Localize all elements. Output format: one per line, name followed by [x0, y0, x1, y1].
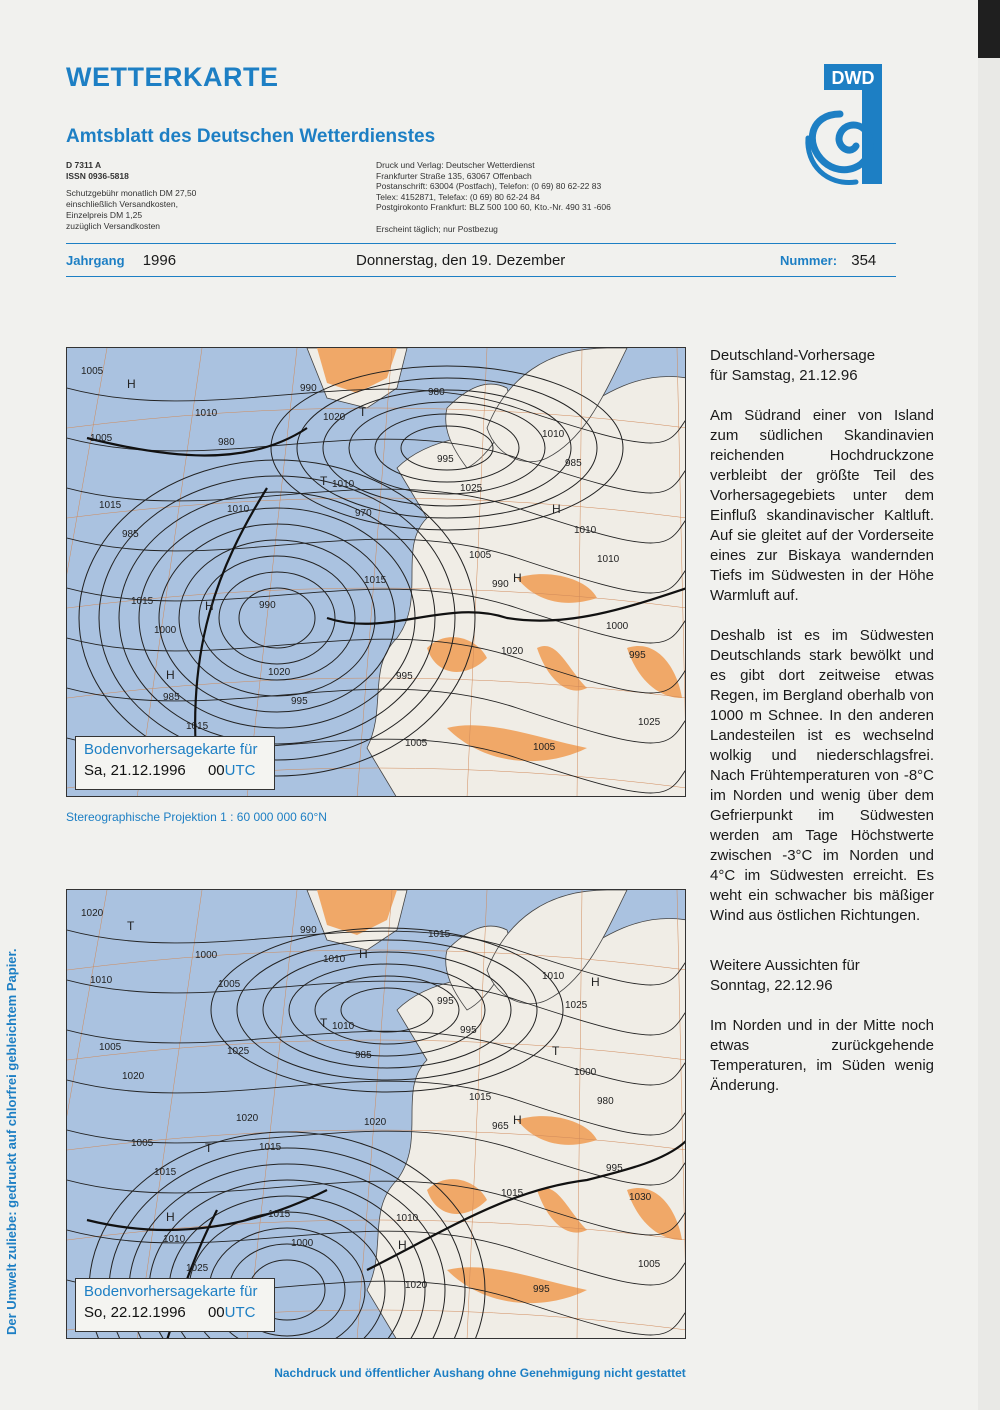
pressure-label: 1025: [186, 1263, 209, 1274]
weather-map-svg: [67, 348, 686, 797]
pressure-label: 985: [355, 1050, 372, 1061]
map-caption-title: Bodenvorhersagekarte für: [84, 741, 258, 758]
pressure-label: 1020: [81, 908, 104, 919]
low-pressure-marker: T: [127, 919, 135, 933]
pressure-label: 1015: [428, 929, 451, 940]
map-caption-date: [84, 762, 266, 779]
pressure-label: 965: [492, 1121, 509, 1132]
header-divider: [66, 276, 896, 277]
forecast-map-saturday: [66, 347, 686, 797]
high-pressure-marker: H: [513, 1113, 522, 1127]
pressure-label: 1010: [332, 1021, 355, 1032]
reprint-notice: Nachdruck und öffentlicher Aushang ohne Genehmigung nicht gestattet: [274, 1366, 686, 1380]
pressure-label: 995: [533, 1284, 550, 1295]
high-pressure-marker: H: [127, 377, 136, 391]
number-label: Nummer:: [780, 253, 838, 268]
environment-note: Der Umwelt zuliebe: gedruckt auf chlorfrei gebleichtem Papier.: [4, 948, 19, 1335]
pressure-label: 1015: [469, 1092, 492, 1103]
pressure-label: 1015: [268, 1209, 291, 1220]
dwd-logo: [802, 64, 884, 188]
swirl-icon: [812, 114, 870, 170]
publisher-line: Druck und Verlag: Deutscher Wetterdienst: [376, 160, 535, 170]
pressure-label: 1005: [638, 1259, 661, 1270]
isobar: [219, 572, 335, 664]
high-pressure-marker: H: [166, 668, 175, 682]
low-pressure-marker: T: [359, 405, 367, 419]
pressure-label: 990: [300, 383, 317, 394]
pressure-label: 1005: [90, 433, 113, 444]
pressure-label: 995: [396, 671, 413, 682]
pressure-label: 985: [565, 458, 582, 469]
publication-subtitle: Amtsblatt des Deutschen Wetterdienstes: [66, 126, 436, 147]
pressure-label: 995: [291, 696, 308, 707]
pressure-label: 1015: [131, 596, 154, 607]
map-caption: [75, 1278, 275, 1332]
issn: ISSN 0936-5818: [66, 171, 129, 181]
weather-map-svg: [67, 890, 686, 1339]
pressure-label: 1015: [364, 575, 387, 586]
pressure-label: 1015: [186, 721, 209, 732]
pressure-label: 995: [460, 1025, 477, 1036]
pressure-label: 995: [606, 1163, 623, 1174]
pressure-label: 990: [300, 925, 317, 936]
publisher-info: [376, 160, 611, 234]
pressure-label: 990: [492, 579, 509, 590]
pressure-label: 1015: [154, 1167, 177, 1178]
high-pressure-marker: H: [205, 599, 214, 613]
schedule-note: Erscheint täglich; nur Postbezug: [376, 223, 498, 234]
pressure-label: 1020: [236, 1113, 259, 1124]
publication-ids: [66, 160, 196, 232]
pressure-label: 1005: [533, 742, 556, 753]
map-utc: UTC: [224, 1304, 256, 1321]
map-date: Sa, 21.12.1996: [84, 762, 186, 779]
year-value: 1996: [142, 252, 177, 269]
high-pressure-marker: H: [591, 975, 600, 989]
isobar: [239, 588, 315, 648]
pressure-label: 1000: [291, 1238, 314, 1249]
scan-edge-paper: [978, 58, 1000, 1410]
pressure-label: 1010: [396, 1213, 419, 1224]
pressure-label: 1010: [574, 525, 597, 536]
pressure-label: 1010: [542, 971, 565, 982]
issue-date: Donnerstag, den 19. Dezember: [356, 252, 566, 269]
pressure-label: 1015: [259, 1142, 282, 1153]
map-caption-title: Bodenvorhersagekarte für: [84, 1283, 258, 1300]
fee-line: zuzüglich Versandkosten: [66, 221, 161, 231]
pressure-label: 1010: [227, 504, 250, 515]
map-hour: 00: [207, 762, 225, 779]
header-divider: [66, 243, 896, 244]
number-field: [780, 252, 876, 276]
publication-title: WETTERKARTE: [66, 62, 279, 92]
pressure-label: 995: [437, 454, 454, 465]
forecast-paragraph: Deshalb ist es im Südwesten Deutschlands stark bewölkt und es gibt dort zeitweise etwas Regen, im Bergland oberhalb von 1000 m Schnee. In den anderen Landesteilen ist es wechselnd wolkig und niederschlagsfrei. Nach Frühtemperaturen von -8°C im Norden und wenig über dem Gefrierpunkt im Südwesten werden am Tage Höchstwerte zwischen -3°C im Norden und 4°C im Südwesten erreicht. Es weht ein schwacher bis mäßiger Wind aus östlichen Richtungen.: [710, 627, 934, 924]
pressure-label: 1000: [606, 621, 629, 632]
pressure-label: 1025: [565, 1000, 588, 1011]
pressure-label: 1010: [90, 975, 113, 986]
meridian-line: [67, 890, 107, 1339]
pressure-label: 970: [355, 508, 372, 519]
forecast-map-sunday: [66, 889, 686, 1339]
pressure-label: 980: [597, 1096, 614, 1107]
fee-line: Schutzgebühr monatlich DM 27,50: [66, 188, 197, 198]
pressure-label: 1020: [268, 667, 291, 678]
isobar: [159, 524, 395, 712]
pressure-label: 1005: [405, 738, 428, 749]
forecast-heading-date: für Samstag, 21.12.96: [710, 367, 858, 384]
pressure-label: 1025: [227, 1046, 250, 1057]
pressure-label: 1020: [122, 1071, 145, 1082]
pressure-label: 1010: [195, 408, 218, 419]
pressure-label: 985: [163, 692, 180, 703]
pressure-label: 1005: [218, 979, 241, 990]
pressure-label: 995: [437, 996, 454, 1007]
high-pressure-marker: H: [552, 502, 561, 516]
high-pressure-marker: H: [359, 947, 368, 961]
outlook-heading-date: Sonntag, 22.12.96: [710, 977, 833, 994]
pressure-label: 1025: [638, 717, 661, 728]
publisher-line: Postanschrift: 63004 (Postfach), Telefon: (0 69) 80 62-22 83: [376, 181, 602, 191]
map-date: So, 22.12.1996: [84, 1304, 186, 1321]
high-pressure-marker: H: [166, 1210, 175, 1224]
pressure-label: 1020: [405, 1280, 428, 1291]
outlook-paragraph: Im Norden und in der Mitte noch etwas zurückgehende Temperaturen, im Süden wenig Änderung.: [710, 1017, 934, 1094]
pressure-label: 1005: [81, 366, 104, 377]
year-label: Jahrgang: [66, 253, 125, 268]
pressure-label: 1005: [99, 1042, 122, 1053]
pressure-label: 1000: [574, 1067, 597, 1078]
forecast-paragraph: Am Südrand einer von Island zum südlichen Skandinavien reichenden Hochdruckzone verbleibt der größte Teil des Vorhersagegebiets unter dem Einfluß skandinavischer Kaltluft. Auf sie gleitet auf der Vorderseite eines zur Biskaya wandernden Tiefs im Südwesten in der Höhe Warmluft auf.: [710, 407, 934, 604]
publisher-line: Telex: 4152871, Telefax: (0 69) 80 62-24 84: [376, 191, 540, 202]
pressure-label: 990: [259, 600, 276, 611]
forecast-column: [710, 346, 934, 1116]
pressure-label: 1020: [364, 1117, 387, 1128]
publisher-line: Frankfurter Straße 135, 63067 Offenbach: [376, 170, 532, 181]
map-utc: UTC: [224, 762, 256, 779]
pressure-label: 1010: [323, 954, 346, 965]
pressure-label: 1030: [629, 1192, 652, 1203]
low-pressure-marker: T: [205, 1141, 213, 1155]
pressure-label: 1015: [99, 500, 122, 511]
isobar: [139, 508, 415, 728]
publication-code: D 7311 A: [66, 160, 102, 170]
forecast-heading: Deutschland-Vorhersage: [710, 347, 876, 364]
high-pressure-marker: H: [513, 571, 522, 585]
pressure-label: 980: [218, 437, 235, 448]
pressure-label: 1010: [542, 429, 565, 440]
pressure-label: 1010: [163, 1234, 186, 1245]
pressure-label: 1020: [323, 412, 346, 423]
pressure-label: 1020: [501, 646, 524, 657]
pressure-label: 995: [629, 650, 646, 661]
map-caption: [75, 736, 275, 790]
low-pressure-marker: T: [320, 1016, 328, 1030]
number-value: 354: [851, 252, 877, 269]
pressure-label: 1005: [131, 1138, 154, 1149]
projection-note: Stereographische Projektion 1 : 60 000 000 60°N: [66, 810, 327, 824]
pressure-label: 1010: [597, 554, 620, 565]
pressure-label: 980: [428, 387, 445, 398]
map-caption-date: [84, 1304, 266, 1321]
dwd-logo-text: DWD: [831, 68, 875, 88]
fee-line: Einzelpreis DM 1,25: [66, 210, 143, 220]
fee-line: einschließlich Versandkosten,: [66, 199, 178, 209]
map-hour: 00: [207, 1304, 225, 1321]
pressure-label: 1005: [469, 550, 492, 561]
pressure-label: 1000: [195, 950, 218, 961]
outlook-heading: Weitere Aussichten für: [710, 957, 860, 974]
pressure-label: 1015: [501, 1188, 524, 1199]
pressure-label: 985: [122, 529, 139, 540]
year-field: [66, 252, 176, 276]
publisher-line: Postgirokonto Frankfurt: BLZ 500 100 60, Kto.-Nr. 490 31 -606: [376, 202, 611, 212]
low-pressure-marker: T: [320, 474, 328, 488]
pressure-label: 1010: [332, 479, 355, 490]
high-pressure-marker: H: [398, 1238, 407, 1252]
pressure-label: 1000: [154, 625, 177, 636]
pressure-label: 1025: [460, 483, 483, 494]
low-pressure-marker: T: [552, 1044, 560, 1058]
